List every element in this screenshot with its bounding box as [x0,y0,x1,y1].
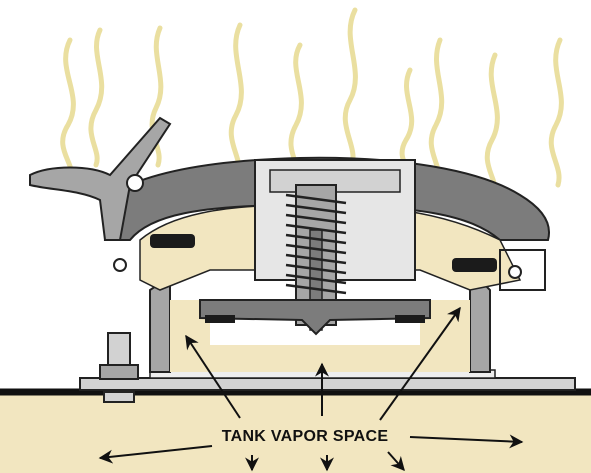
vapor-wave-icon [431,40,441,185]
pallet-seal-right [395,315,425,323]
vapor-wave-icon [231,25,241,175]
right-hinge-pin [509,266,521,278]
pallet-seal-left [205,315,235,323]
hex-nut-icon [100,333,138,402]
vapor-wave-icon [487,55,497,195]
seat-seal-right [452,258,497,272]
body-right-wall [470,282,490,372]
vapor-wave-icon [63,40,74,180]
latch-pivot [127,175,143,191]
hinge-pin [114,259,126,271]
tank-vapor-space-label: TANK VAPOR SPACE [221,428,389,445]
vapor-wave-icon [91,30,102,165]
vapor-wave-icon [345,10,355,165]
vapor-wave-icon [551,40,561,185]
seat-seal-left [150,234,195,248]
base-plate [80,378,575,390]
body-left-wall [150,282,170,372]
